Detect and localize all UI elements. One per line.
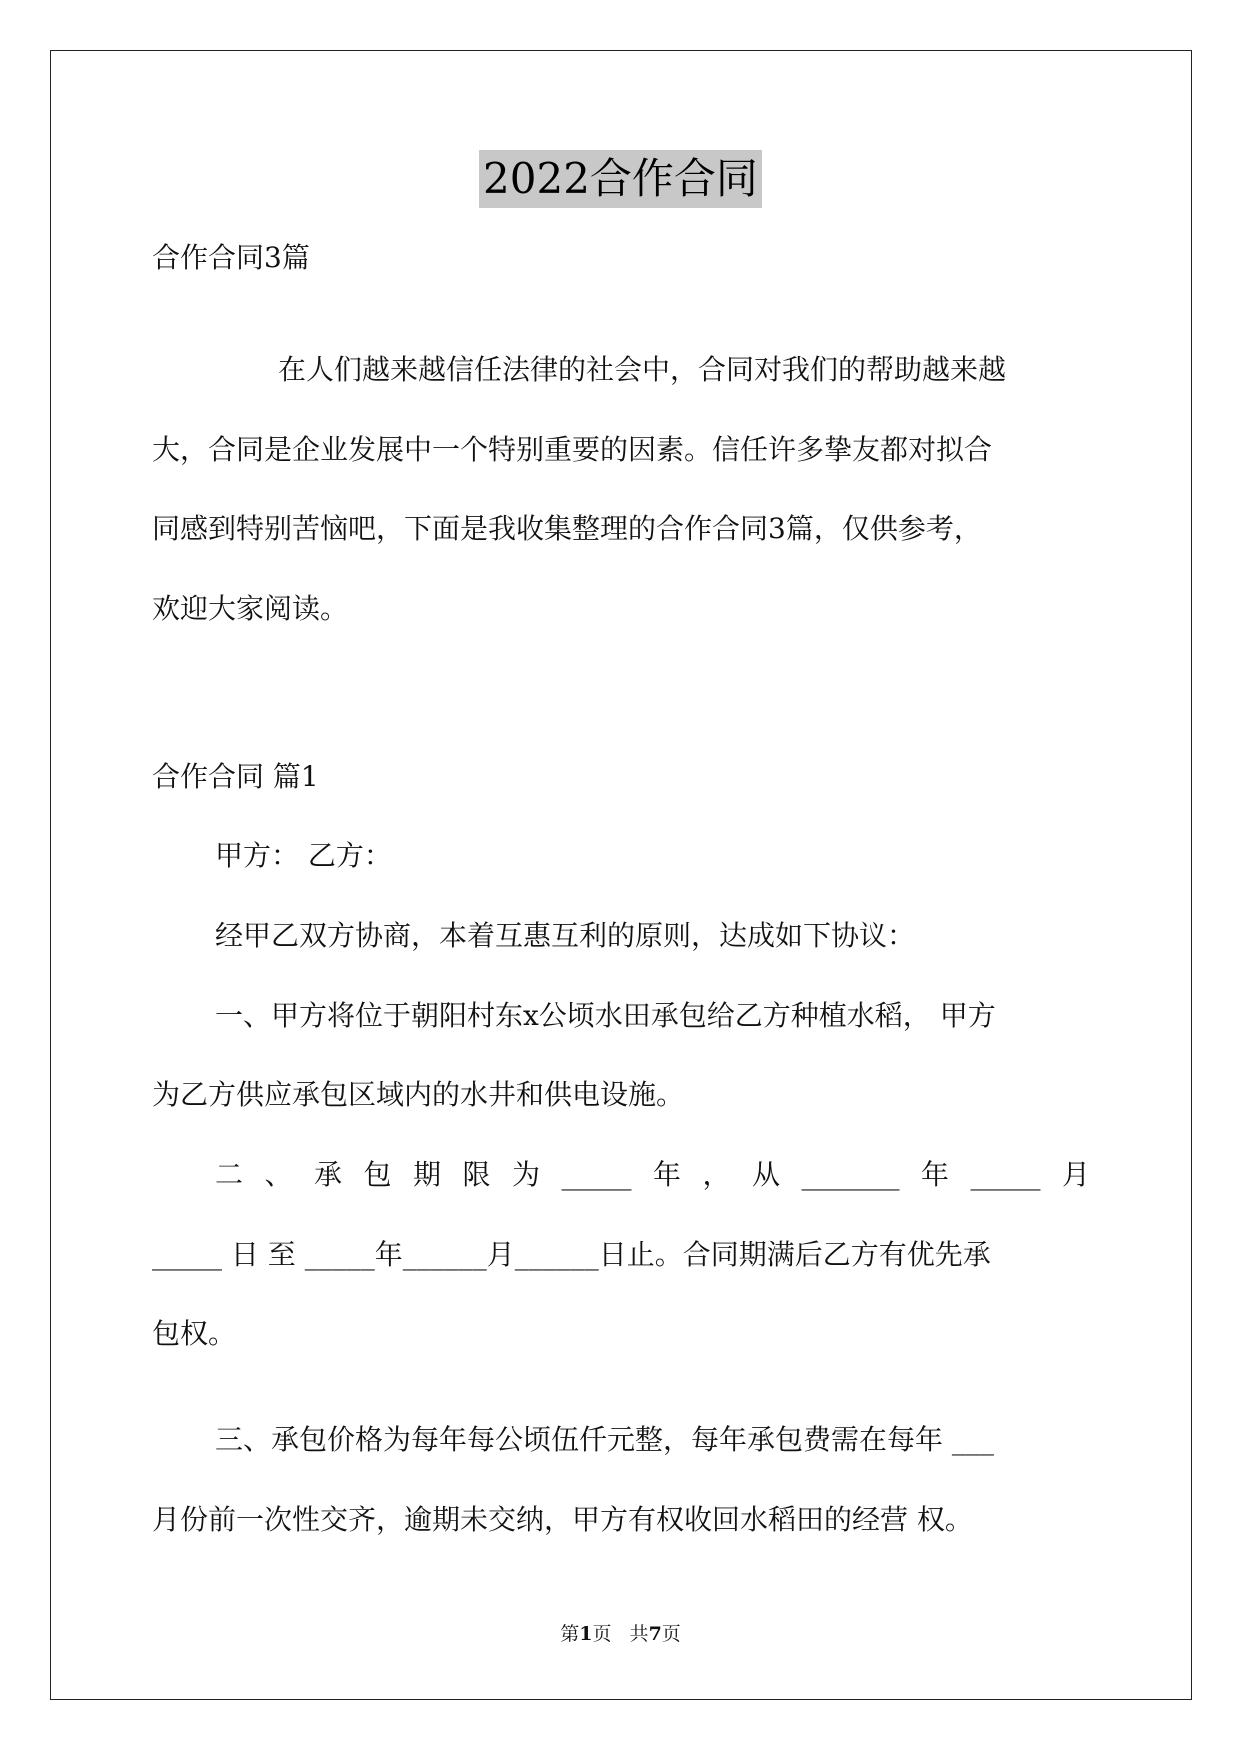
clause2-token: 月: [1061, 1158, 1090, 1191]
subtitle: 合作合同3篇: [152, 241, 310, 274]
agreement-line: 经甲乙双方协商，本着互惠互利的原则，达成如下协议：: [215, 919, 916, 952]
intro-line-3: 同感到特别苦恼吧，下面是我收集整理的合作合同3篇，仅供参考，: [152, 512, 982, 545]
title-container: [0, 150, 1241, 208]
clause2-token: 二: [215, 1158, 244, 1191]
clause2-token: 年: [920, 1158, 949, 1191]
clause1-line-1: 一、甲方将位于朝阳村东x公顷水田承包给乙方种植水稻， 甲方: [215, 999, 996, 1032]
clause2-token: 限: [462, 1158, 491, 1191]
clause2-token: 年: [652, 1158, 681, 1191]
clause2-blank: _____: [970, 1158, 1041, 1191]
footer-page-number: 1: [579, 1623, 593, 1645]
page-footer: [0, 1620, 1241, 1648]
footer-suffix: 页: [661, 1623, 681, 1645]
clause2-token: 、: [264, 1158, 293, 1191]
intro-line-2: 大，合同是企业发展中一个特别重要的因素。信任许多挚友都对拟合: [152, 433, 993, 466]
clause2-blank: _____: [561, 1158, 632, 1191]
clause3-line-2: 月份前一次性交齐，逾期未交纳，甲方有权收回水稻田的经营 权。: [152, 1503, 973, 1536]
footer-total-pages: 7: [648, 1623, 662, 1645]
clause2-token: 为: [512, 1158, 541, 1191]
clause2-token: 承: [314, 1158, 343, 1191]
clause1-line-2: 为乙方供应承包区域内的水井和供电设施。: [152, 1078, 685, 1111]
document-title: 2022合作合同: [479, 150, 762, 208]
clause2-token: 从: [751, 1158, 780, 1191]
section-heading: 合作合同 篇1: [152, 760, 319, 793]
clause2-token: 期: [413, 1158, 442, 1191]
intro-line-4: 欢迎大家阅读。: [152, 592, 349, 625]
clause2-line-3: 包权。: [152, 1317, 237, 1350]
clause2-blank: _______: [801, 1158, 900, 1191]
clause2-line-1: [215, 1155, 1090, 1195]
clause3-line-1: 三、承包价格为每年每公顷伍仟元整，每年承包费需在每年 ___: [215, 1423, 994, 1456]
clause2-line-2: _____ 日 至 _____年______月______日止。合同期满后乙方有优先承: [152, 1238, 991, 1271]
clause2-token: ，: [702, 1158, 731, 1191]
parties-line: 甲方： 乙方：: [215, 839, 392, 872]
clause2-token: 包: [363, 1158, 392, 1191]
intro-line-1: 在人们越来越信任法律的社会中，合同对我们的帮助越来越: [278, 353, 1007, 386]
footer-middle: 页 共: [592, 1623, 649, 1645]
footer-prefix: 第: [560, 1623, 580, 1645]
